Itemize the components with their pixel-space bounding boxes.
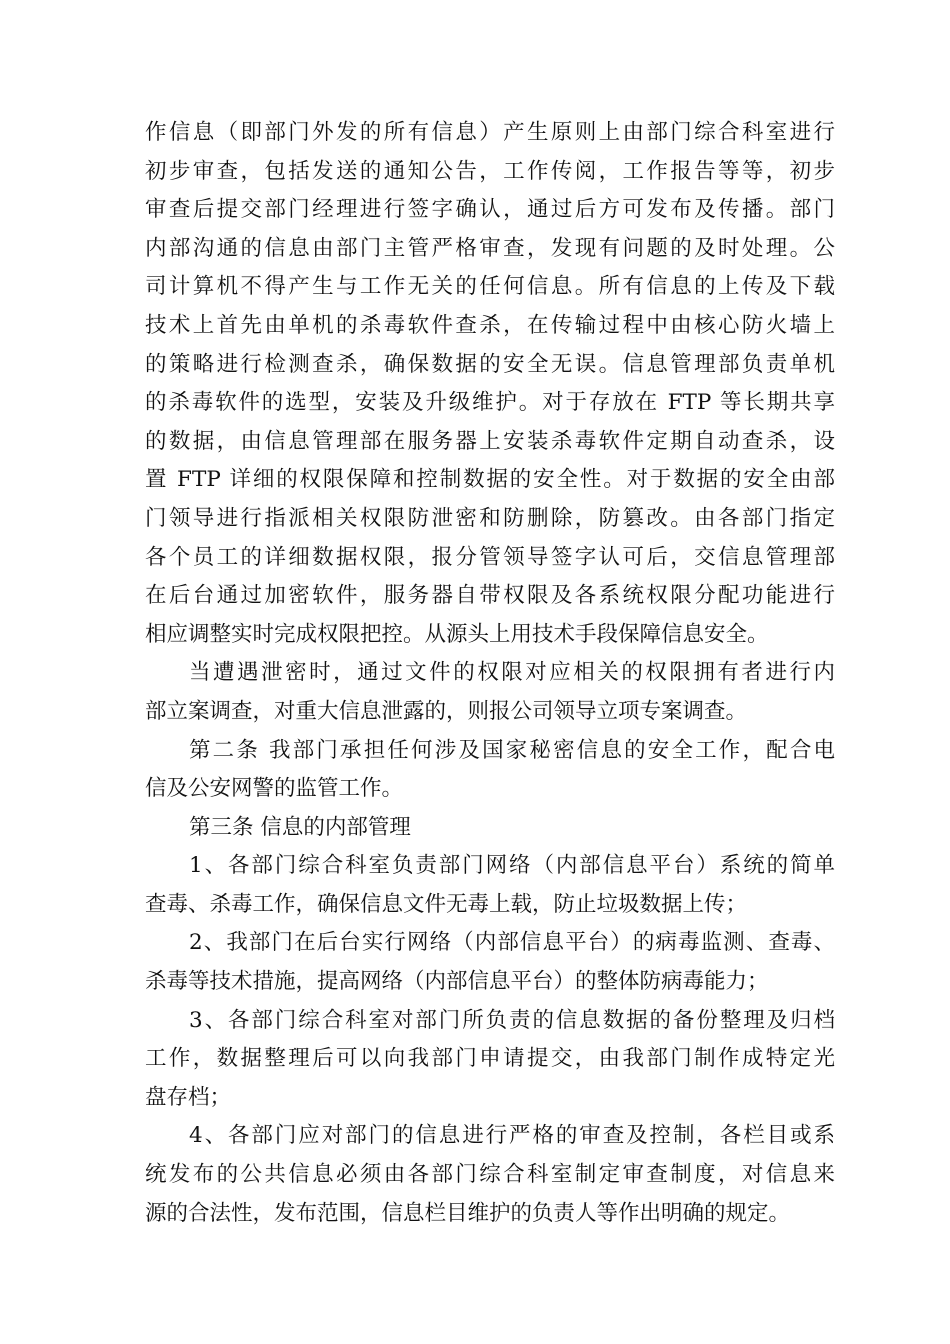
- article-heading-line: 第二条 我部门承担任何涉及国家秘密信息的安全工作，配合电: [189, 737, 835, 763]
- paragraph-line: 部立案调查，对重大信息泄露的，则报公司领导立项专案调查。: [145, 698, 748, 724]
- paragraph-line: 相应调整实时完成权限把控。从源头上用技术手段保障信息安全。: [145, 621, 769, 647]
- document-body: [145, 114, 835, 1233]
- paragraph-line: 的杀毒软件的选型，安装及升级维护。对于存放在 FTP 等长期共享: [145, 390, 835, 416]
- paragraph-line: 在后台通过加密软件，服务器自带权限及各系统权限分配功能进行: [145, 583, 835, 609]
- list-item-line: 3、各部门综合科室对部门所负责的信息数据的备份整理及归档: [189, 1007, 835, 1033]
- list-item-line: 杀毒等技术措施，提高网络（内部信息平台）的整体防病毒能力；: [145, 969, 769, 995]
- paragraph-line: 初步审查，包括发送的通知公告，工作传阅，工作报告等等，初步: [145, 158, 835, 184]
- list-item-line: 4、各部门应对部门的信息进行严格的审查及控制，各栏目或系: [189, 1123, 835, 1149]
- paragraph-line: 置 FTP 详细的权限保障和控制数据的安全性。对于数据的安全由部: [145, 467, 835, 493]
- paragraph-line: 门领导进行指派相关权限防泄密和防删除，防篡改。由各部门指定: [145, 505, 835, 531]
- paragraph-line: 作信息（即部门外发的所有信息）产生原则上由部门综合科室进行: [145, 120, 835, 145]
- list-item-line: 盘存档；: [145, 1084, 232, 1110]
- list-item-line: 工作，数据整理后可以向我部门申请提交，由我部门制作成特定光: [145, 1046, 835, 1072]
- list-item-line: 源的合法性，发布范围，信息栏目维护的负责人等作出明确的规定。: [145, 1200, 791, 1226]
- paragraph-line: 信及公安网警的监管工作。: [145, 776, 404, 802]
- article-heading-line: 第三条 信息的内部管理: [189, 814, 411, 840]
- list-item-line: 统发布的公共信息必须由各部门综合科室制定审查制度，对信息来: [145, 1162, 835, 1188]
- paragraph-line: 内部沟通的信息由部门主管严格审查，发现有问题的及时处理。公: [145, 235, 835, 261]
- paragraph-line: 技术上首先由单机的杀毒软件查杀，在传输过程中由核心防火墙上: [145, 312, 835, 338]
- paragraph-line: 司计算机不得产生与工作无关的任何信息。所有信息的上传及下载: [145, 274, 835, 300]
- paragraph-line: 各个员工的详细数据权限，报分管领导签字认可后，交信息管理部: [145, 544, 835, 570]
- list-item-line: 查毒、杀毒工作，确保信息文件无毒上载，防止垃圾数据上传；: [145, 891, 748, 917]
- paragraph-line: 审查后提交部门经理进行签字确认，通过后方可发布及传播。部门: [145, 197, 835, 223]
- paragraph-line: 的数据，由信息管理部在服务器上安装杀毒软件定期自动查杀，设: [145, 428, 835, 454]
- list-item-line: 2、我部门在后台实行网络（内部信息平台）的病毒监测、查毒、: [189, 930, 835, 956]
- paragraph-line: 当遭遇泄密时，通过文件的权限对应相关的权限拥有者进行内: [189, 660, 835, 686]
- paragraph-line: 的策略进行检测查杀，确保数据的安全无误。信息管理部负责单机: [145, 351, 835, 377]
- list-item-line: 1、各部门综合科室负责部门网络（内部信息平台）系统的简单: [189, 853, 835, 879]
